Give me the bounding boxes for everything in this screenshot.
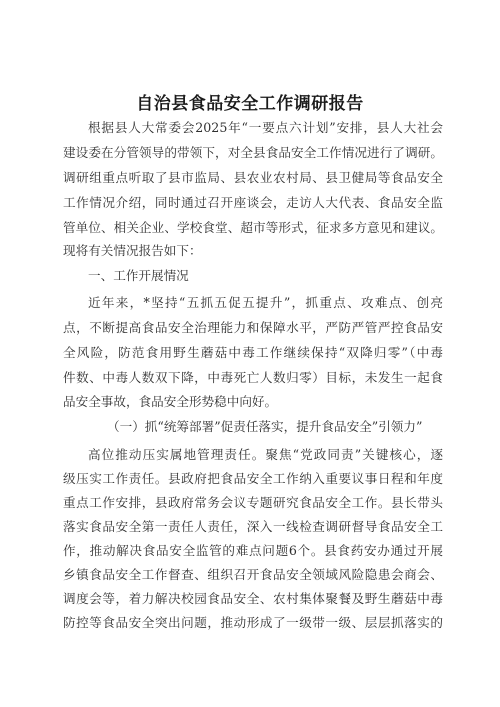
paragraph-line: 全风险，防范食用野生蘑菇中毒工作继续保持“双降归零”（中毒	[63, 345, 443, 360]
paragraph-line: 品安全事故，食品安全形势稳中向好。	[63, 394, 278, 409]
page-title: 自治县食品安全工作调研报告	[136, 94, 364, 114]
paragraph-line: 重点工作安排，县政府常务会议专题研究食品安全工作。县长带头	[63, 495, 443, 510]
subsection-heading: （一）抓“统筹部署”促责任落实，提升食品安全”引领力”	[107, 419, 423, 434]
paragraph-line: 件数、中毒人数双下降，中毒死亡人数归零）目标，未发生一起食	[63, 370, 443, 385]
paragraph-line: 落实食品安全第一责任人责任，深入一线检查调研督导食品安全工	[63, 519, 443, 534]
paragraph-line: 工作情况介绍，同时通过召开座谈会，走访人大代表、食品安全监	[63, 195, 443, 210]
paragraph-line: 管单位、相关企业、学校食堂、超市等形式，征求多方意见和建议。	[63, 220, 443, 235]
paragraph-line: 防控等食品安全突出问题，推动形成了一级带一级、层层抓落实的	[63, 615, 443, 630]
paragraph-line: 作，推动解决食品安全监管的难点问题6个。县食药安办通过开展	[63, 543, 443, 558]
paragraph-line: 现将有关情况报告如下：	[63, 243, 202, 258]
paragraph-line: 近年来，*坚持“五抓五促五提升”，抓重点、攻难点、创亮	[88, 295, 443, 310]
paragraph-line: 乡镇食品安全工作督查、组织召开食品安全领域风险隐患会商会、	[63, 567, 443, 582]
paragraph-line: 调度会等，着力解决校园食品安全、农村集体聚餐及野生蘑菇中毒	[63, 591, 443, 606]
paragraph-line: 点，不断提高食品安全治理能力和保障水平，严防严管严控食品安	[63, 320, 443, 335]
section-heading: 一、工作开展情况	[88, 268, 189, 283]
paragraph-line: 调研组重点听取了县市监局、县农业农村局、县卫健局等食品安全	[63, 170, 443, 185]
paragraph-line: 根据县人大常委会2025年“一要点六计划”安排，县人大社会	[88, 120, 443, 135]
paragraph-line: 建设委在分管领导的带领下，对全县食品安全工作情况进行了调研。	[63, 145, 443, 160]
paragraph-line: 级压实工作责任。县政府把食品安全工作纳入重要议事日程和年度	[63, 471, 443, 486]
paragraph-line: 高位推动压实属地管理责任。聚焦“党政同责”关键核心，逐	[88, 447, 443, 462]
